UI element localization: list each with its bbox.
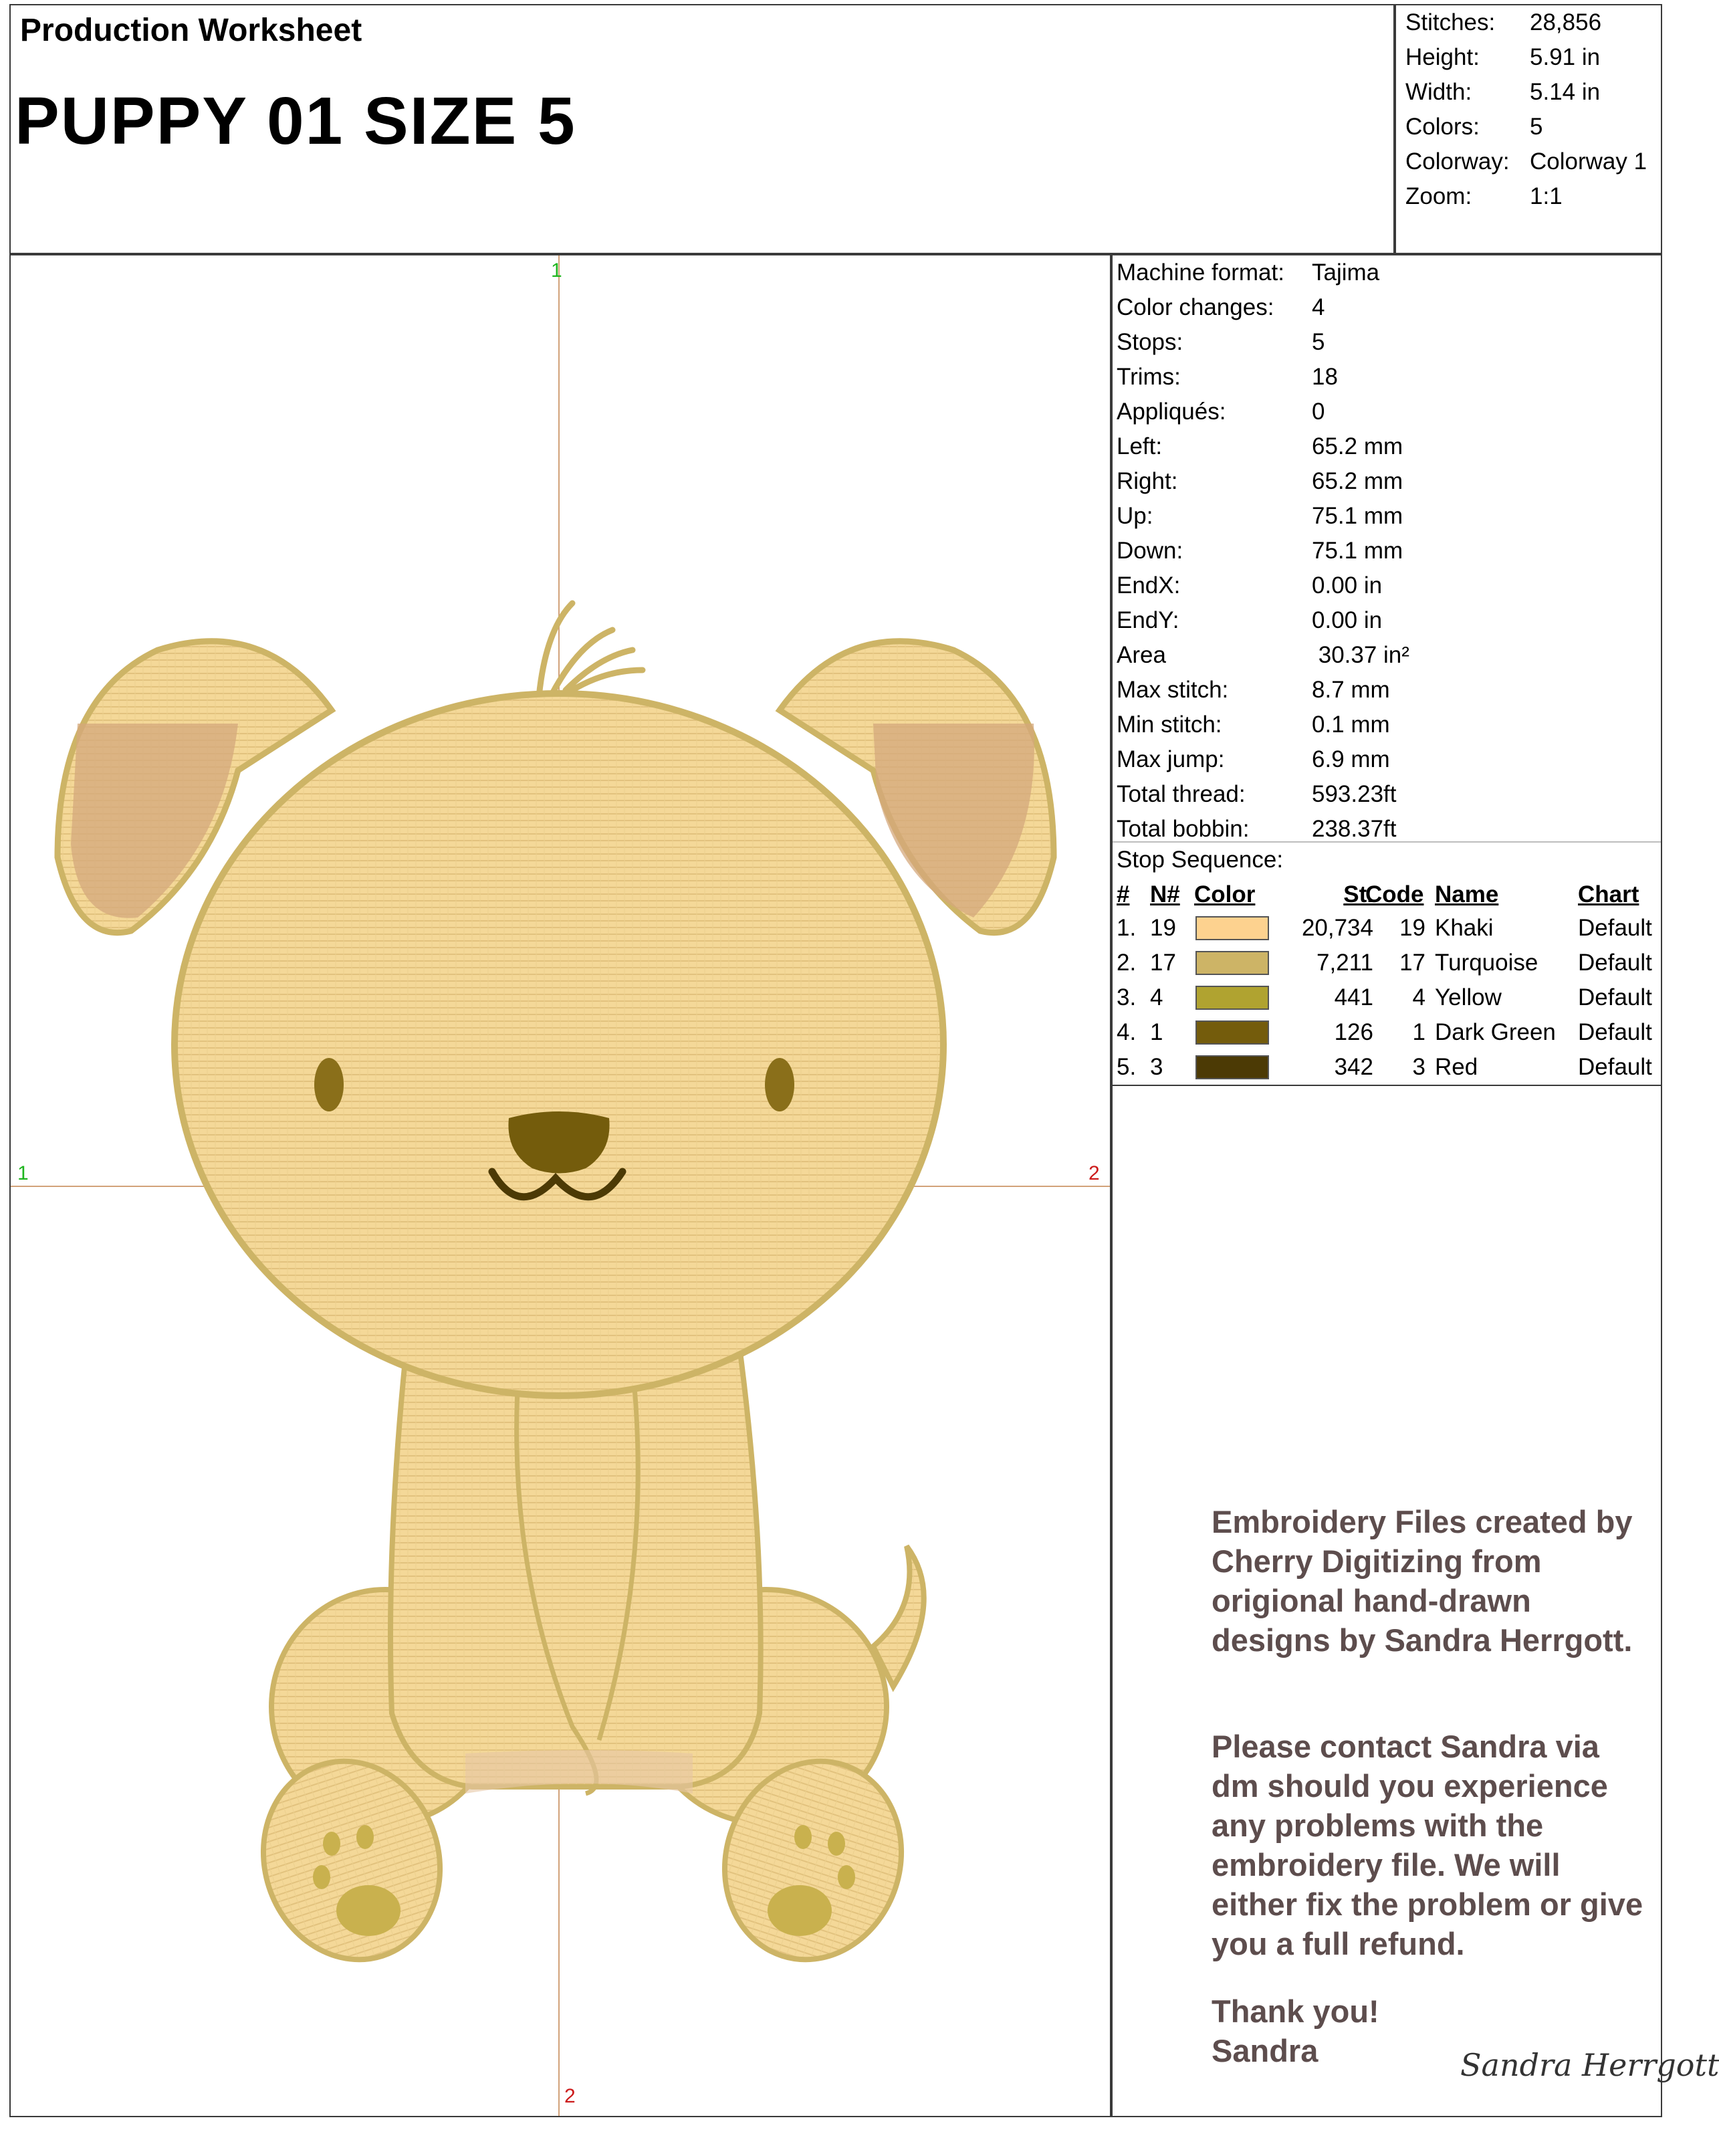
left-paw-toe [323,1832,340,1856]
info-label: Left: [1117,433,1163,459]
info-label: Min stitch: [1117,712,1222,738]
contact-note: Please contact Sandra via dm should you experience any problems with the embroidery file. We will either fix the problem or give you a full refund. [1212,1729,1643,1961]
info-value: 75.1 mm [1312,538,1403,564]
summary-value: 5.91 in [1530,44,1601,70]
info-value: 75.1 mm [1312,503,1403,529]
row-needle: 1 [1150,1019,1163,1045]
row-stitches: 20,734 [1301,915,1373,941]
guide-label-top: 1 [551,259,562,282]
info-value: 30.37 in² [1312,642,1409,668]
row-color-swatch [1195,1020,1269,1045]
info-value: 65.2 mm [1312,468,1403,494]
row-num: 5. [1117,1054,1137,1080]
info-label: Max jump: [1117,746,1225,772]
row-code: 3 [1412,1054,1425,1080]
info-value: 593.23ft [1312,781,1397,807]
col-header-color: Color [1194,881,1256,907]
row-chart: Default [1578,915,1652,941]
row-code: 19 [1399,915,1425,941]
col-header-chart: Chart [1578,881,1639,907]
info-value: 0.1 mm [1312,712,1390,738]
row-name: Red [1435,1054,1478,1080]
design-preview [9,254,1111,2117]
guide-label-bottom: 2 [564,2085,576,2107]
row-name: Khaki [1435,915,1494,941]
info-value: 0.00 in [1312,607,1383,633]
row-code: 1 [1412,1019,1425,1045]
signature-text: Sandra Herrgott [1460,2047,1719,2083]
puppy-embroidery-illustration [11,255,1110,2116]
row-chart: Default [1578,950,1652,976]
row-color-swatch [1195,986,1269,1010]
row-num: 1. [1117,915,1137,941]
info-label: EndX: [1117,572,1181,599]
info-value: 238.37ft [1312,816,1397,842]
row-code: 4 [1412,984,1425,1010]
row-needle: 4 [1150,984,1163,1010]
summary-label: Colorway: [1405,148,1510,175]
worksheet-title: Production Worksheet [20,13,362,48]
info-value: Tajima [1312,259,1380,286]
guide-label-right: 2 [1088,1162,1100,1184]
info-label: Color changes: [1117,294,1274,320]
info-label: Appliqués: [1117,399,1226,425]
puppy-left-eye [314,1058,344,1111]
info-label: Up: [1117,503,1153,529]
row-num: 3. [1117,984,1137,1010]
row-chart: Default [1578,1054,1652,1080]
header-panel [9,4,1395,254]
row-stitches: 126 [1334,1019,1373,1045]
summary-label: Stitches: [1405,9,1496,35]
row-stitches: 342 [1334,1054,1373,1080]
row-color-swatch [1195,1055,1269,1079]
puppy-hair-tuft [539,603,643,697]
left-paw-toe [313,1865,330,1889]
puppy-right-eye [765,1058,794,1111]
info-value: 65.2 mm [1312,433,1403,459]
row-stitches: 441 [1334,984,1373,1010]
info-value: 6.9 mm [1312,746,1390,772]
info-label: Stops: [1117,329,1183,355]
sign-off-note: Sandra [1212,2033,1319,2068]
summary-label: Colors: [1405,114,1480,140]
info-value: 0 [1312,399,1325,425]
right-paw-pad [768,1885,832,1936]
info-label: Down: [1117,538,1183,564]
puppy-head [175,693,943,1396]
col-header-stitches: St. [1343,881,1373,907]
summary-panel [1395,4,1662,254]
info-value: 4 [1312,294,1325,320]
row-color-swatch [1195,916,1269,940]
row-code: 17 [1399,950,1425,976]
info-value: 8.7 mm [1312,677,1390,703]
left-paw-toe [356,1825,374,1849]
left-paw-pad [336,1885,400,1936]
row-name: Dark Green [1435,1019,1556,1045]
row-num: 2. [1117,950,1137,976]
right-paw-toe [794,1825,812,1849]
summary-value: Colorway 1 [1530,148,1647,175]
info-panel [1111,254,1719,2117]
info-label: Total bobbin: [1117,816,1250,842]
summary-value: 5.14 in [1530,79,1601,105]
info-value: 5 [1312,329,1325,355]
info-label: Max stitch: [1117,677,1229,703]
info-value: 0.00 in [1312,572,1383,599]
row-needle: 19 [1150,915,1176,941]
info-label: EndY: [1117,607,1179,633]
row-needle: 17 [1150,950,1176,976]
summary-value: 28,856 [1530,9,1602,35]
summary-value: 1:1 [1530,183,1563,209]
col-header-num: # [1117,881,1130,907]
row-needle: 3 [1150,1054,1163,1080]
col-header-needle: N# [1150,881,1180,907]
row-name: Yellow [1435,984,1502,1010]
right-paw-toe [828,1832,845,1856]
col-header-code: Code [1365,881,1424,907]
col-header-name: Name [1435,881,1499,907]
info-value: 18 [1312,364,1338,390]
signature-logo [1460,2047,1719,2083]
row-stitches: 7,211 [1316,950,1373,976]
design-name: PUPPY 01 SIZE 5 [15,84,576,158]
info-label: Right: [1117,468,1178,494]
row-color-swatch [1195,951,1269,975]
row-chart: Default [1578,984,1652,1010]
thanks-note: Thank you! [1212,1993,1379,2029]
credit-note: Embroidery Files created by Cherry Digitizing from origional hand-drawn designs by Sandra Herrgott. [1212,1504,1633,1658]
row-name: Turquoise [1435,950,1538,976]
stop-sequence-divider [1113,841,1661,843]
info-label: Trims: [1117,364,1181,390]
right-paw-toe [838,1865,855,1889]
summary-label: Zoom: [1405,183,1472,209]
summary-value: 5 [1530,114,1543,140]
summary-label: Height: [1405,44,1480,70]
info-label: Area [1117,642,1166,668]
guide-label-left: 1 [17,1162,29,1184]
summary-label: Width: [1405,79,1472,105]
info-label: Machine format: [1117,259,1284,286]
row-num: 4. [1117,1019,1137,1045]
stop-sequence-bottom-rule [1113,1085,1661,1086]
row-chart: Default [1578,1019,1652,1045]
info-label: Total thread: [1117,781,1246,807]
stop-sequence-title: Stop Sequence: [1117,847,1284,873]
